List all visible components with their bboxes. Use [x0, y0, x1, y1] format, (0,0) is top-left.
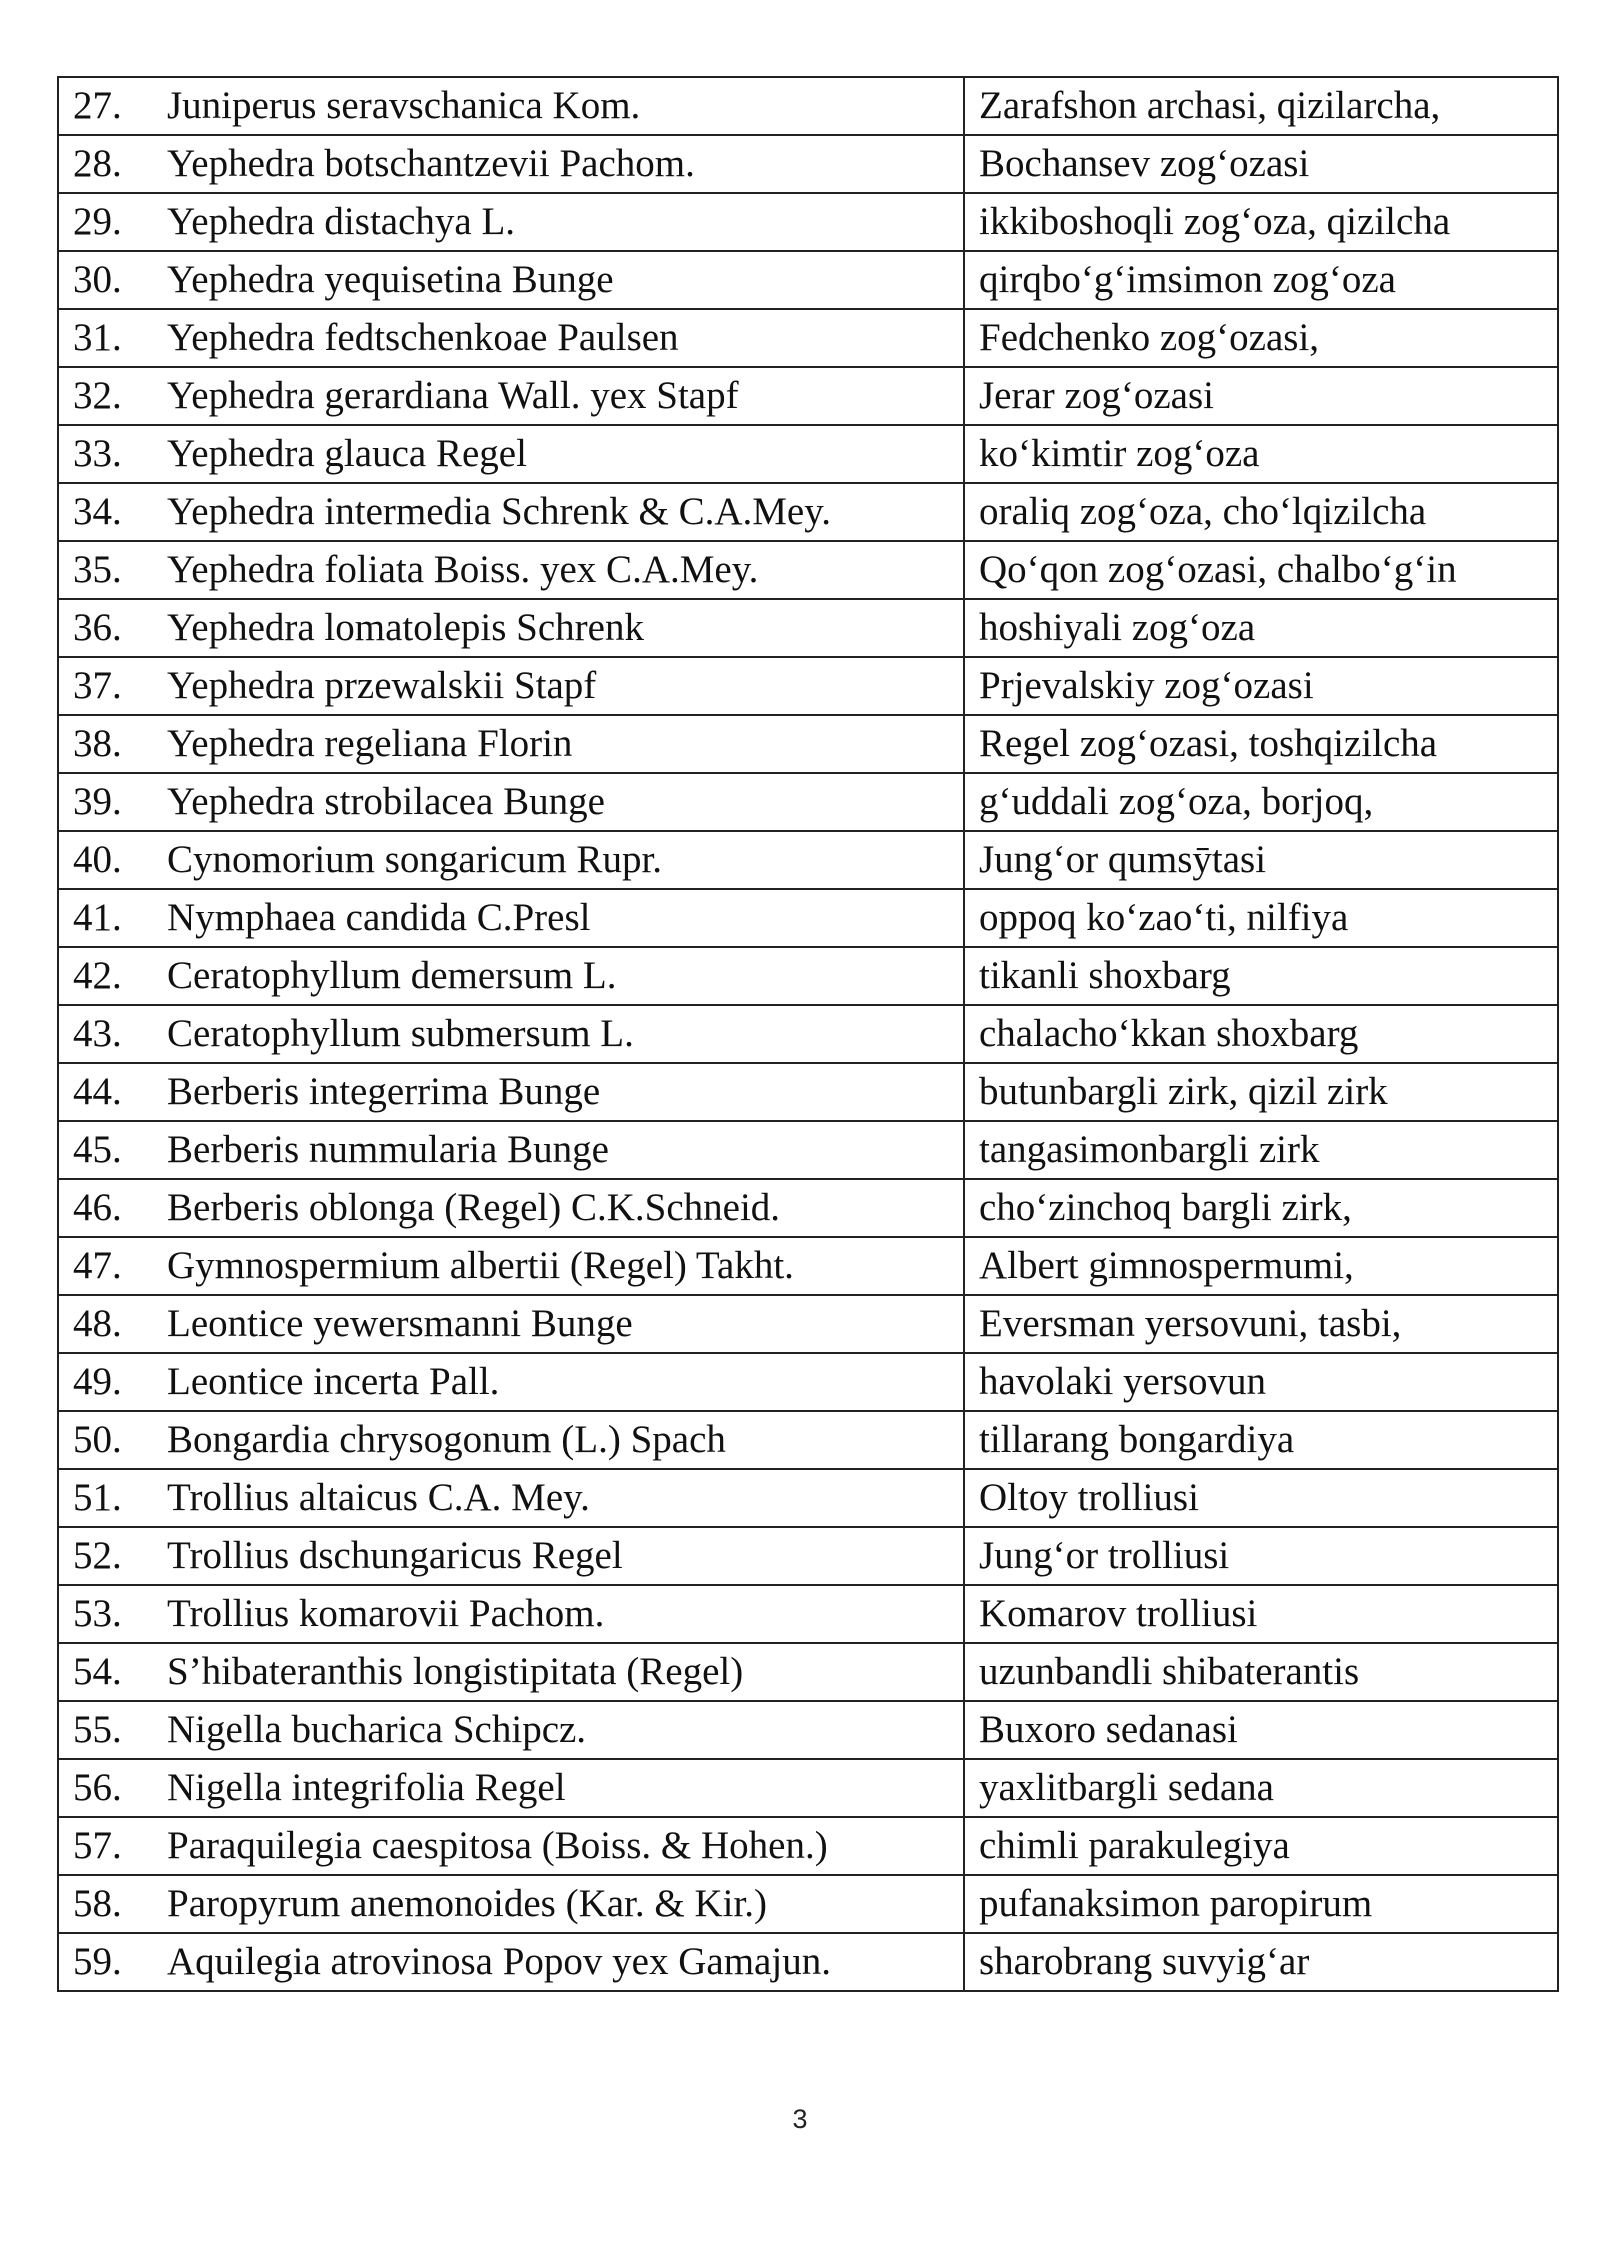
- latin-name-cell: [58, 1237, 964, 1295]
- latin-name-cell: [58, 1585, 964, 1643]
- row-number: 55.: [73, 1708, 122, 1751]
- row-number: 47.: [73, 1244, 122, 1287]
- latin-name: S’hibateranthis longistipitata (Regel): [167, 1650, 744, 1693]
- table-row: [58, 1817, 1558, 1875]
- latin-name: Cynomorium songaricum Rupr.: [167, 838, 663, 881]
- local-name-cell: Komarov trolliusi: [964, 1585, 1558, 1643]
- latin-name: Leontice incerta Pall.: [167, 1360, 500, 1403]
- table-row: [58, 1759, 1558, 1817]
- latin-name: Leontice yewersmanni Bunge: [167, 1302, 633, 1345]
- latin-name: Berberis nummularia Bunge: [167, 1128, 609, 1171]
- row-number: 32.: [73, 374, 122, 417]
- row-number: 45.: [73, 1128, 122, 1171]
- row-number: 36.: [73, 606, 122, 649]
- row-number: 30.: [73, 258, 122, 301]
- local-name-cell: cho‘zinchoq bargli zirk,: [964, 1179, 1558, 1237]
- row-number: 59.: [73, 1940, 122, 1983]
- local-name-cell: tangasimonbargli zirk: [964, 1121, 1558, 1179]
- latin-name: Trollius altaicus C.A. Mey.: [167, 1476, 590, 1519]
- local-name-cell: ikkiboshoqli zog‘oza, qizilcha: [964, 193, 1558, 251]
- table-row: [58, 889, 1558, 947]
- table-row: [58, 193, 1558, 251]
- row-number: 42.: [73, 954, 122, 997]
- latin-name-cell: [58, 483, 964, 541]
- local-name-cell: ko‘kimtir zog‘oza: [964, 425, 1558, 483]
- local-name-cell: chimli parakulegiya: [964, 1817, 1558, 1875]
- latin-name-cell: [58, 309, 964, 367]
- latin-name-cell: [58, 1411, 964, 1469]
- row-number: 34.: [73, 490, 122, 533]
- table-row: [58, 251, 1558, 309]
- local-name-cell: Prjevalskiy zog‘ozasi: [964, 657, 1558, 715]
- table-row: [58, 657, 1558, 715]
- row-number: 46.: [73, 1186, 122, 1229]
- latin-name-cell: [58, 1875, 964, 1933]
- latin-name: Nigella bucharica Schipcz.: [167, 1708, 587, 1751]
- row-number: 31.: [73, 316, 122, 359]
- latin-name: Berberis integerrima Bunge: [167, 1070, 601, 1113]
- row-number: 41.: [73, 896, 122, 939]
- row-number: 43.: [73, 1012, 122, 1055]
- table-row: [58, 1237, 1558, 1295]
- local-name-cell: g‘uddali zog‘oza, borjoq,: [964, 773, 1558, 831]
- table-row: [58, 77, 1558, 135]
- latin-name: Yephedra glauca Regel: [167, 432, 527, 475]
- latin-name: Yephedra regeliana Florin: [167, 722, 573, 765]
- table-row: [58, 425, 1558, 483]
- row-number: 50.: [73, 1418, 122, 1461]
- table-row: [58, 1005, 1558, 1063]
- table-row: [58, 715, 1558, 773]
- local-name-cell: Qo‘qon zog‘ozasi, chalbo‘g‘in: [964, 541, 1558, 599]
- latin-name-cell: [58, 1353, 964, 1411]
- row-number: 40.: [73, 838, 122, 881]
- latin-name-cell: [58, 1179, 964, 1237]
- row-number: 38.: [73, 722, 122, 765]
- latin-name: Yephedra foliata Boiss. yex C.A.Mey.: [167, 548, 759, 591]
- latin-name-cell: [58, 1701, 964, 1759]
- latin-name: Juniperus seravschanica Kom.: [167, 84, 641, 127]
- row-number: 54.: [73, 1650, 122, 1693]
- row-number: 39.: [73, 780, 122, 823]
- latin-name: Ceratophyllum demersum L.: [167, 954, 617, 997]
- row-number: 44.: [73, 1070, 122, 1113]
- latin-name-cell: [58, 77, 964, 135]
- row-number: 28.: [73, 142, 122, 185]
- row-number: 33.: [73, 432, 122, 475]
- latin-name-cell: [58, 193, 964, 251]
- latin-name: Gymnospermium albertii (Regel) Takht.: [167, 1244, 794, 1287]
- row-number: 37.: [73, 664, 122, 707]
- local-name-cell: Zarafshon archasi, qizilarcha,: [964, 77, 1558, 135]
- table-row: [58, 367, 1558, 425]
- table-row: [58, 1527, 1558, 1585]
- latin-name: Yephedra yequisetina Bunge: [167, 258, 614, 301]
- latin-name: Nymphaea candida C.Presl: [167, 896, 591, 939]
- latin-name-cell: [58, 135, 964, 193]
- local-name-cell: Buxoro sedanasi: [964, 1701, 1558, 1759]
- local-name-cell: havolaki yersovun: [964, 1353, 1558, 1411]
- local-name-cell: Jung‘or qumsӯtasi: [964, 831, 1558, 889]
- local-name-cell: Albert gimnospermumi,: [964, 1237, 1558, 1295]
- latin-name: Ceratophyllum submersum L.: [167, 1012, 634, 1055]
- latin-name-cell: [58, 367, 964, 425]
- table-row: [58, 1875, 1558, 1933]
- latin-name-cell: [58, 1759, 964, 1817]
- local-name-cell: Jung‘or trolliusi: [964, 1527, 1558, 1585]
- table-row: [58, 947, 1558, 1005]
- latin-name: Yephedra distachya L.: [167, 200, 516, 243]
- table-row: [58, 483, 1558, 541]
- table-row: [58, 135, 1558, 193]
- species-table: [57, 76, 1559, 1992]
- table-row: [58, 1701, 1558, 1759]
- local-name-cell: tillarang bongardiya: [964, 1411, 1558, 1469]
- latin-name-cell: [58, 1295, 964, 1353]
- page-number: 3: [792, 2104, 808, 2134]
- latin-name: Aquilegia atrovinosa Popov yex Gamajun.: [167, 1940, 831, 1983]
- latin-name-cell: [58, 947, 964, 1005]
- table-row: [58, 773, 1558, 831]
- latin-name-cell: [58, 541, 964, 599]
- local-name-cell: sharobrang suvyig‘ar: [964, 1933, 1558, 1991]
- table-row: [58, 1643, 1558, 1701]
- latin-name-cell: [58, 425, 964, 483]
- table-row: [58, 599, 1558, 657]
- latin-name-cell: [58, 1933, 964, 1991]
- local-name-cell: Oltoy trolliusi: [964, 1469, 1558, 1527]
- latin-name: Nigella integrifolia Regel: [167, 1766, 566, 1809]
- row-number: 27.: [73, 84, 122, 127]
- table-row: [58, 1469, 1558, 1527]
- latin-name-cell: [58, 1121, 964, 1179]
- latin-name: Paraquilegia caespitosa (Boiss. & Hohen.): [167, 1824, 828, 1867]
- row-number: 53.: [73, 1592, 122, 1635]
- latin-name-cell: [58, 1063, 964, 1121]
- table-row: [58, 1585, 1558, 1643]
- table-row: [58, 1295, 1558, 1353]
- latin-name: Bongardia chrysogonum (L.) Spach: [167, 1418, 726, 1461]
- table-row: [58, 1933, 1558, 1991]
- local-name-cell: pufanaksimon paropirum: [964, 1875, 1558, 1933]
- table-row: [58, 1411, 1558, 1469]
- latin-name: Berberis oblonga (Regel) C.K.Schneid.: [167, 1186, 781, 1229]
- table-row: [58, 831, 1558, 889]
- latin-name-cell: [58, 889, 964, 947]
- local-name-cell: yaxlitbargli sedana: [964, 1759, 1558, 1817]
- row-number: 56.: [73, 1766, 122, 1809]
- table-row: [58, 1063, 1558, 1121]
- row-number: 57.: [73, 1824, 122, 1867]
- local-name-cell: butunbargli zirk, qizil zirk: [964, 1063, 1558, 1121]
- local-name-cell: hoshiyali zog‘oza: [964, 599, 1558, 657]
- table-row: [58, 1121, 1558, 1179]
- table-row: [58, 1179, 1558, 1237]
- local-name-cell: Jerar zog‘ozasi: [964, 367, 1558, 425]
- latin-name: Trollius dschungaricus Regel: [167, 1534, 623, 1577]
- latin-name-cell: [58, 1469, 964, 1527]
- latin-name: Yephedra lomatolepis Schrenk: [167, 606, 644, 649]
- latin-name-cell: [58, 1005, 964, 1063]
- row-number: 29.: [73, 200, 122, 243]
- local-name-cell: qirqbo‘g‘imsimon zog‘oza: [964, 251, 1558, 309]
- local-name-cell: Bochansev zog‘ozasi: [964, 135, 1558, 193]
- latin-name-cell: [58, 831, 964, 889]
- species-table-body: [58, 77, 1558, 1991]
- local-name-cell: Regel zog‘ozasi, toshqizilcha: [964, 715, 1558, 773]
- row-number: 58.: [73, 1882, 122, 1925]
- local-name-cell: Fedchenko zog‘ozasi,: [964, 309, 1558, 367]
- latin-name: Yephedra intermedia Schrenk & C.A.Mey.: [167, 490, 831, 533]
- latin-name: Yephedra botschantzevii Pachom.: [167, 142, 695, 185]
- row-number: 48.: [73, 1302, 122, 1345]
- local-name-cell: uzunbandli shibaterantis: [964, 1643, 1558, 1701]
- table-row: [58, 1353, 1558, 1411]
- latin-name-cell: [58, 657, 964, 715]
- local-name-cell: chalacho‘kkan shoxbarg: [964, 1005, 1558, 1063]
- local-name-cell: oppoq ko‘zao‘ti, nilfiya: [964, 889, 1558, 947]
- latin-name-cell: [58, 1817, 964, 1875]
- local-name-cell: tikanli shoxbarg: [964, 947, 1558, 1005]
- latin-name-cell: [58, 251, 964, 309]
- latin-name-cell: [58, 599, 964, 657]
- latin-name-cell: [58, 1643, 964, 1701]
- latin-name: Paropyrum anemonoides (Kar. & Kir.): [167, 1882, 768, 1925]
- row-number: 35.: [73, 548, 122, 591]
- latin-name: Yephedra gerardiana Wall. yex Stapf: [167, 374, 739, 417]
- row-number: 52.: [73, 1534, 122, 1577]
- table-row: [58, 541, 1558, 599]
- local-name-cell: oraliq zog‘oza, cho‘lqizilcha: [964, 483, 1558, 541]
- latin-name: Yephedra przewalskii Stapf: [167, 664, 597, 707]
- row-number: 49.: [73, 1360, 122, 1403]
- latin-name-cell: [58, 1527, 964, 1585]
- latin-name: Trollius komarovii Pachom.: [167, 1592, 605, 1635]
- local-name-cell: Eversman yersovuni, tasbi,: [964, 1295, 1558, 1353]
- row-number: 51.: [73, 1476, 122, 1519]
- latin-name-cell: [58, 773, 964, 831]
- latin-name: Yephedra fedtschenkoae Paulsen: [167, 316, 679, 359]
- table-row: [58, 309, 1558, 367]
- latin-name-cell: [58, 715, 964, 773]
- latin-name: Yephedra strobilacea Bunge: [167, 780, 605, 823]
